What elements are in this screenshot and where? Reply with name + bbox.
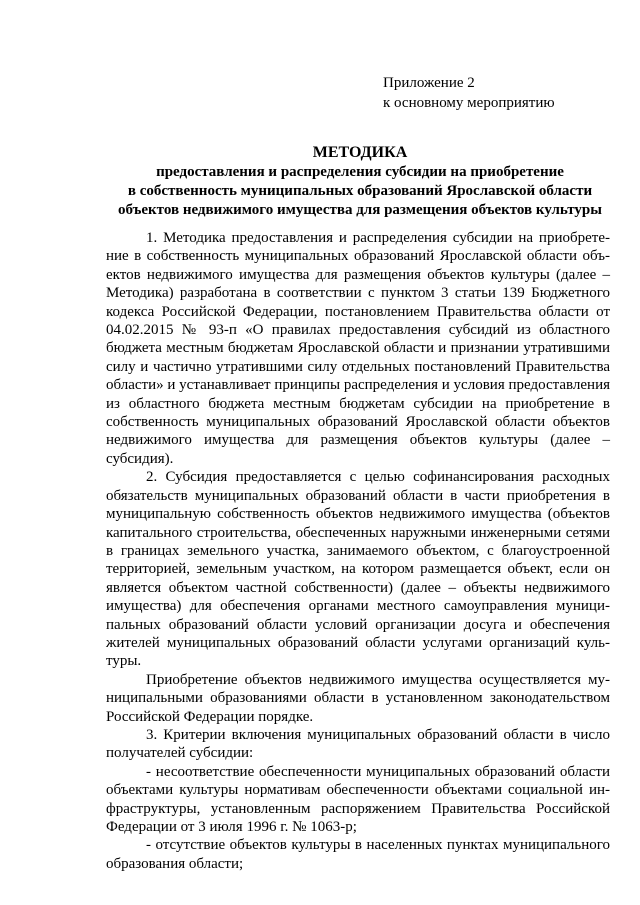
- paragraph-2: 2. Субсидия предоставляется с целью софинансирования расходных обязательств муниципальных образований области в части приобретения в муниципальную собственность объектов недвижимого имущества (объектов капитального строительства, обеспеченных наружными инженерными сетями в границах земельного участка, занимаемого объектом, с благоустроенной территорией, земельным участком, на котором размещается объект, если он является объектом частной собственности) (далее – объекты недвижимого имущества) для обеспечения органами местного самоуправления муниципальных образований области условий организации досуга и обеспечения жителей муниципальных образований области услугами организаций культуры.: [106, 469, 610, 670]
- paragraph-1: 1. Методика предоставления и распределения субсидии на приобретение в собственность муниципальных образований Ярославской области объектов недвижимого имущества для размещения объектов культуры (далее – Методика) разработана в соответствии с пунктом 3 статьи 139 Бюджетного кодекса Российской Федерации, постановлением Правительства области от 04.02.2015 № 93-п «О правилах предоставления субсидий из областного бюджета местным бюджетам Ярославской области и признании утратившими силу и частично утратившими силу отдельных постановлений Правительства области» и устанавливает принципы распределения и условия предоставления из областного бюджета местным бюджетам субсидии на приобретение в собственность муниципальных образований Ярославской области объектов недвижимого имущества для размещения объектов культуры (далее – субсидия).: [106, 230, 610, 467]
- title-subtitle-line-2: в собственность муниципальных образований Ярославской области: [127, 183, 593, 199]
- paragraph-3: Приобретение объектов недвижимого имущества осуществляется муниципальными образованиями области в установленном законодательством Российской Федерации порядке.: [106, 671, 610, 725]
- title-subtitle-line-1: предоставления и распределения субсидии на приобретение: [156, 164, 564, 180]
- document-body: [106, 229, 610, 873]
- paragraph-5: - несоответствие обеспеченности муниципальных образований области объектами культуры нормативам обеспеченности объектами социальной инфраструктуры, установленным распоряжением Правительства Российской Федерации от 3 июля 1996 г. № 1063-р;: [106, 763, 610, 835]
- title-main: МЕТОДИКА: [312, 144, 408, 161]
- appendix-note: [383, 73, 555, 113]
- paragraph-6: - отсутствие объектов культуры в населенных пунктах муниципального образования области;: [106, 837, 610, 872]
- appendix-line-2: к основному мероприятию: [383, 95, 555, 111]
- appendix-line-1: Приложение 2: [383, 75, 475, 91]
- title-subtitle-line-3: объектов недвижимого имущества для размещения объектов культуры: [118, 202, 602, 218]
- paragraph-4: 3. Критерии включения муниципальных образований области в число получателей субсидии:: [106, 726, 610, 762]
- document-title: [100, 143, 620, 220]
